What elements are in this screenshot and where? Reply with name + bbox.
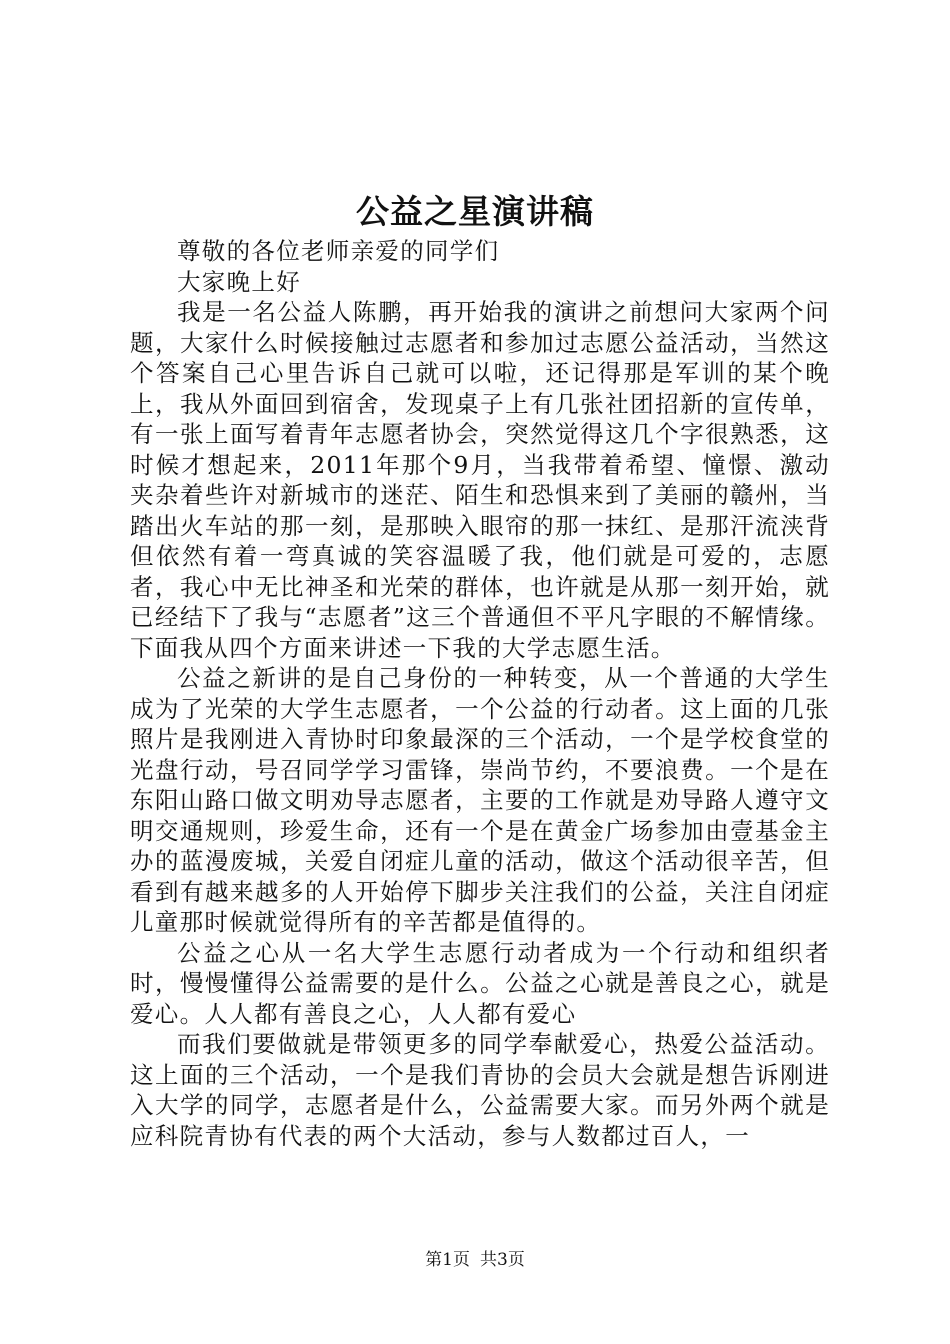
page-footer bbox=[0, 1245, 950, 1270]
document-title: 公益之星演讲稿 bbox=[356, 192, 594, 231]
page-number: 第1页 bbox=[425, 1250, 470, 1270]
body-paragraph: 公益之新讲的是自己身份的一种转变，从一个普通的大学生成为了光荣的大学生志愿者，一个公益的行动者。这上面的几张照片是我刚进入青协时印象最深的三个活动，一个是学校食堂的光盘行动，号召同学学习雷锋，崇尚节约，不要浪费。一个是在东阳山路口做文明劝导志愿者，主要的工作就是劝导路人遵守文明交通规则，珍爱生命，还有一个是在黄金广场参加由壹基金主办的蓝漫废城，关爱自闭症儿童的活动，做这个活动很辛苦，但看到有越来越多的人开始停下脚步关注我们的公益，关注自闭症儿童那时候就觉得所有的辛苦都是值得的。 bbox=[130, 664, 830, 936]
body-paragraph: 而我们要做就是带领更多的同学奉献爱心，热爱公益活动。这上面的三个活动，一个是我们青协的会员大会就是想告诉刚进入大学的同学，志愿者是什么，公益需要大家。而另外两个就是应科院青协有代表的两个大活动，参与人数都过百人，一 bbox=[130, 1030, 830, 1150]
body-paragraph: 公益之心从一名大学生志愿行动者成为一个行动和组织者时，慢慢懂得公益需要的是什么。公益之心就是善良之心，就是爱心。人人都有善良之心，人人都有爱心 bbox=[130, 938, 830, 1028]
body-paragraph: 我是一名公益人陈鹏，再开始我的演讲之前想问大家两个问题，大家什么时候接触过志愿者和参加过志愿公益活动，当然这个答案自己心里告诉自己就可以啦，还记得那是军训的某个晚上，我从外面回到宿舍，发现桌子上有几张社团招新的宣传单，有一张上面写着青年志愿者协会，突然觉得这几个字很熟悉，这时候才想起来，2011年那个9月，当我带着希望、憧憬、激动夹杂着些许对新城市的迷茫、陌生和恐惧来到了美丽的赣州，当踏出火车站的那一刻，是那映入眼帘的那一抹红、是那汗流浃背但依然有着一弯真诚的笑容温暖了我，他们就是可爱的，志愿者，我心中无比神圣和光荣的群体，也许就是从那一刻开始，就已经结下了我与“志愿者”这三个普通但不平凡字眼的不解情缘。下面我从四个方面来讲述一下我的大学志愿生活。 bbox=[130, 298, 830, 662]
page-total: 共3页 bbox=[480, 1250, 525, 1270]
greeting-paragraph: 尊敬的各位老师亲爱的同学们 bbox=[177, 237, 500, 265]
document-body bbox=[130, 236, 830, 1151]
greeting-paragraph: 大家晚上好 bbox=[177, 267, 301, 296]
